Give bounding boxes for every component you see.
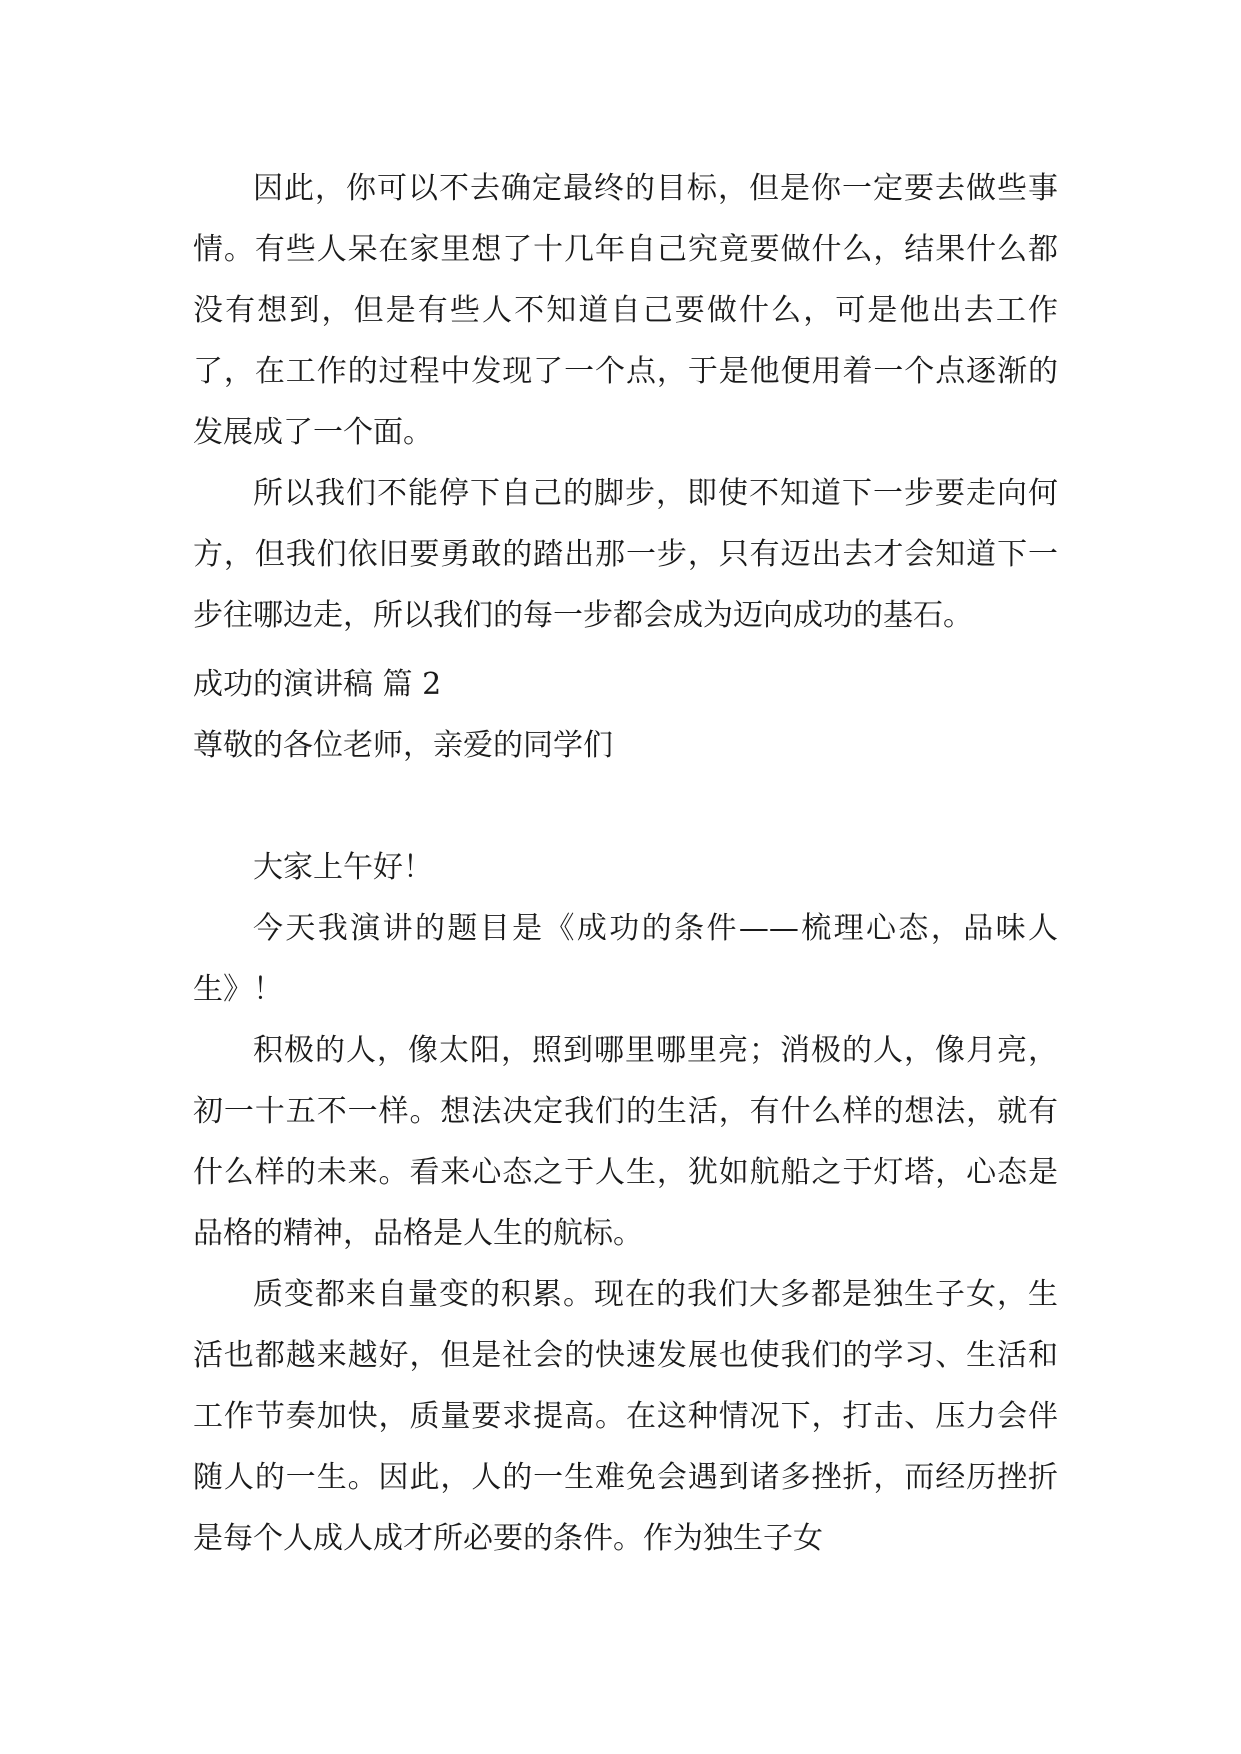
- body-paragraph: 大家上午好！: [253, 850, 433, 885]
- document-body: [193, 158, 1058, 1569]
- salutation: 尊敬的各位老师，亲爱的同学们: [193, 728, 613, 763]
- body-paragraph: 今天我演讲的题目是《成功的条件——梳理心态，品味人生》！: [193, 911, 1058, 1007]
- section-heading: 成功的演讲稿 篇 2: [193, 667, 442, 702]
- body-paragraph: 积极的人，像太阳，照到哪里哪里亮；消极的人，像月亮，初一十五不一样。想法决定我们的生活，有什么样的想法，就有什么样的未来。看来心态之于人生，犹如航船之于灯塔，心态是品格的精神，品格是人生的航标。: [193, 1033, 1058, 1251]
- body-paragraph: 质变都来自量变的积累。现在的我们大多都是独生子女，生活也都越来越好，但是社会的快速发展也使我们的学习、生活和工作节奏加快，质量要求提高。在这种情况下，打击、压力会伴随人的一生。因此，人的一生难免会遇到诸多挫折，而经历挫折是每个人成人成才所必要的条件。作为独生子女: [193, 1277, 1058, 1556]
- body-paragraph: 因此，你可以不去确定最终的目标，但是你一定要去做些事情。有些人呆在家里想了十几年自己究竟要做什么，结果什么都没有想到，但是有些人不知道自己要做什么，可是他出去工作了，在工作的过程中发现了一个点，于是他便用着一个点逐渐的发展成了一个面。: [193, 171, 1058, 450]
- body-paragraph: 所以我们不能停下自己的脚步，即使不知道下一步要走向何方，但我们依旧要勇敢的踏出那一步，只有迈出去才会知道下一步往哪边走，所以我们的每一步都会成为迈向成功的基石。: [193, 476, 1058, 633]
- blank-line: [193, 776, 1058, 837]
